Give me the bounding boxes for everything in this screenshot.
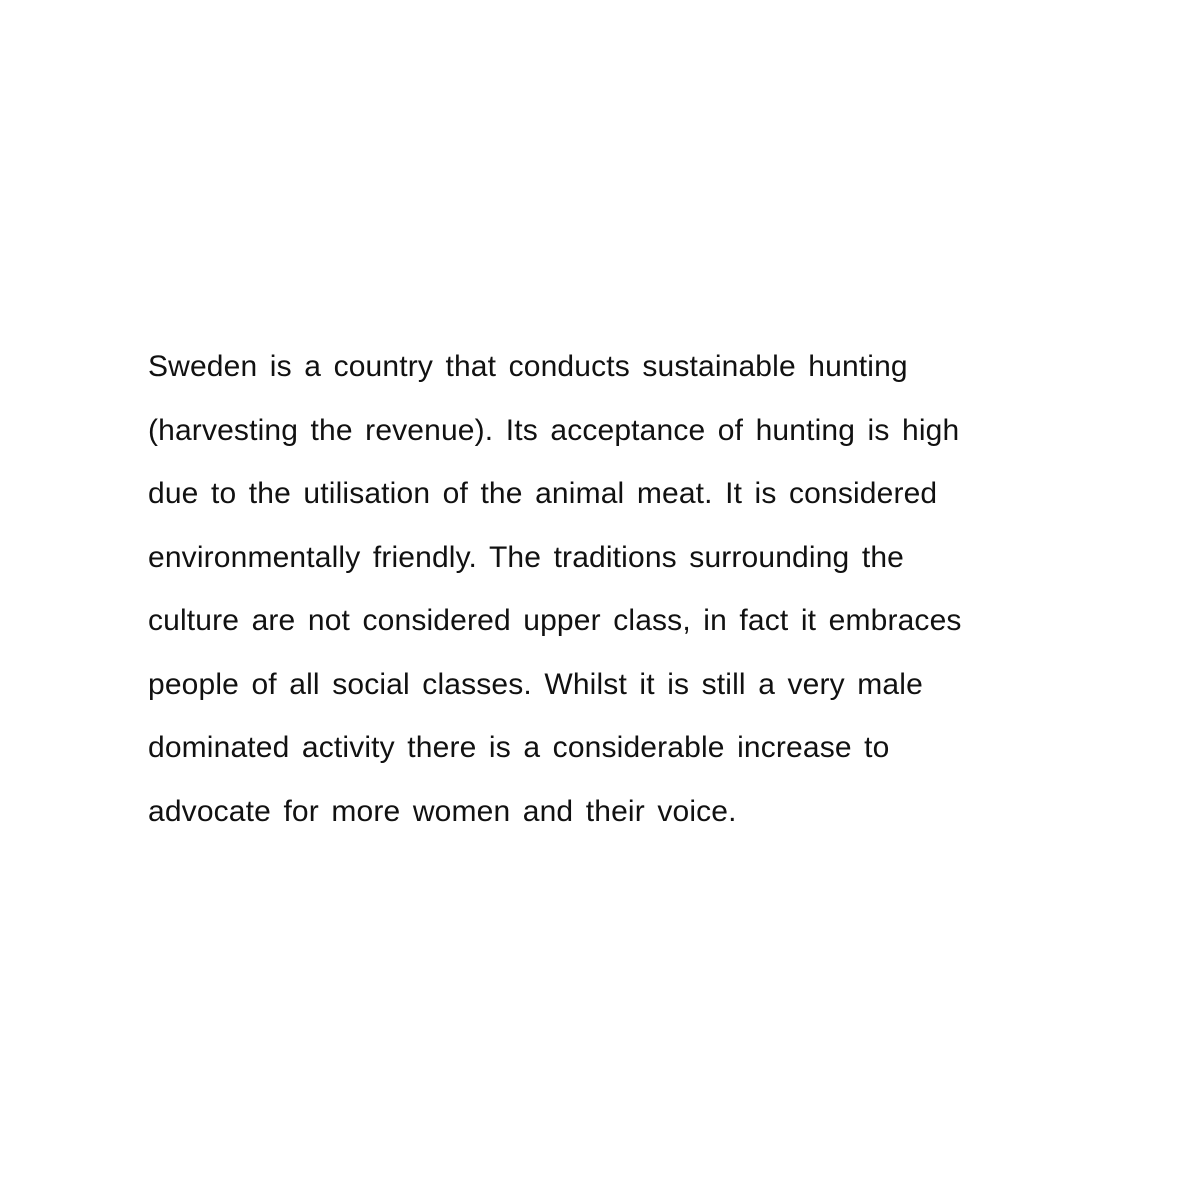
text-paragraph [148,335,1088,843]
paragraph-line: due to the utilisation of the animal meat. It is considered [148,477,938,510]
paragraph-line: environmentally friendly. The traditions surrounding the [148,540,905,574]
paragraph-line: dominated activity there is a considerable increase to [148,731,890,764]
paragraph-line: (harvesting the revenue). Its acceptance of hunting is high [148,413,960,447]
paragraph-line: advocate for more women and their voice. [148,794,737,828]
paragraph-line: culture are not considered upper class, in fact it embraces [148,604,962,637]
paragraph-line: people of all social classes. Whilst it is still a very male [148,667,923,701]
paragraph-line: Sweden is a country that conducts sustainable hunting [148,350,908,383]
